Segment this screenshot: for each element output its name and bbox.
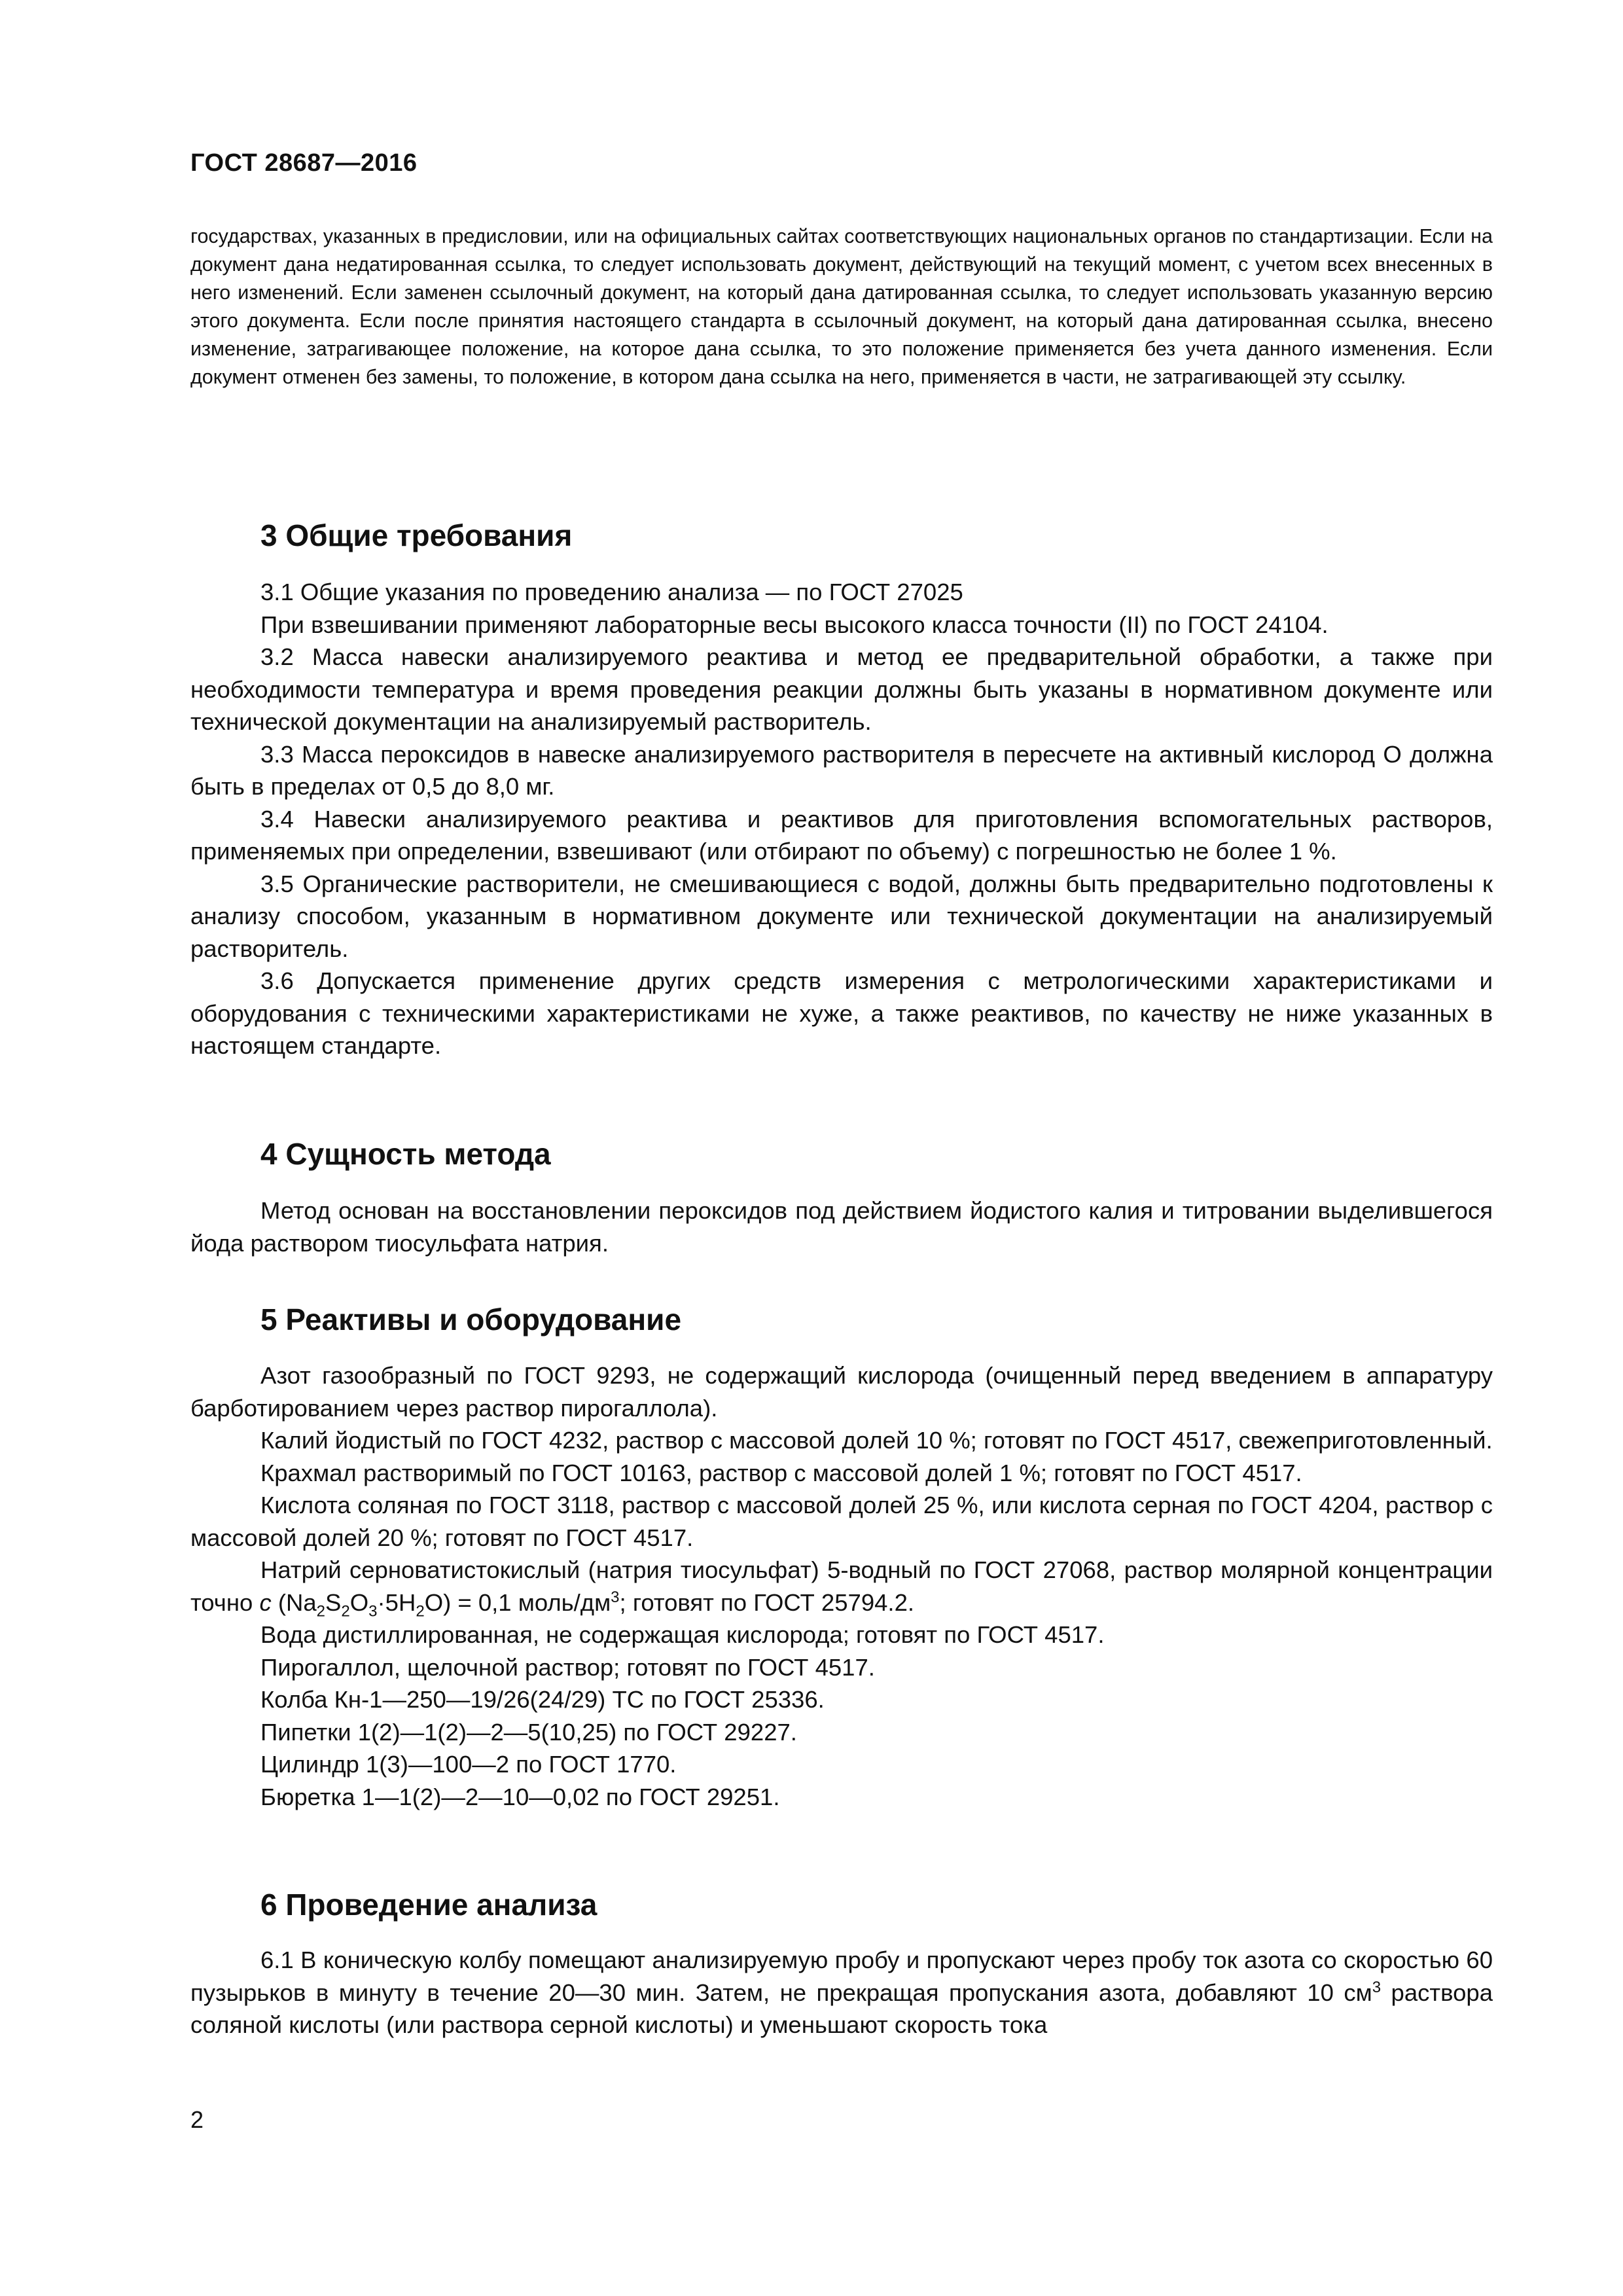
section-4-title: 4 Сущность метода [260, 1137, 551, 1171]
equipment-pipettes: Пипетки 1(2)—1(2)—2—5(10,25) по ГОСТ 29227. [260, 1718, 797, 1746]
paragraph-6-1: 6.1 В коническую колбу помещают анализируемую пробу и пропускают через пробу ток азота со скоростью 60 пузырьков в минуту в течение 20—30 мин. Затем, не прекращая пропускания азота, добавляют 10 $см^3$ раствора соляной кислоты (или раствора серной кислоты) и уменьшают скорость тока [190, 1946, 1493, 2038]
page-number: 2 [190, 2106, 204, 2133]
section-3-body [190, 576, 1493, 1062]
document-header: ГОСТ 28687—2016 [190, 149, 418, 177]
reagent-acid: Кислота соляная по ГОСТ 3118, раствор с массовой долей 25 %, или кислота серная по ГОСТ 4204, раствор с массовой долей 20 %; готовят по ГОСТ 4517. [190, 1492, 1493, 1551]
equipment-burette: Бюретка 1—1(2)—2—10—0,02 по ГОСТ 29251. [260, 1783, 780, 1810]
paragraph-3-6: 3.6 Допускается применение других средств измерения с метрологическими характеристиками и оборудования с техническими характеристиками не хуже, а также реактивов, по качеству не ниже указанных в настоящем стандарте. [190, 967, 1493, 1059]
reagent-starch: Крахмал растворимый по ГОСТ 10163, раствор с массовой долей 1 %; готовят по ГОСТ 4517. [260, 1459, 1302, 1486]
paragraph-3-5: 3.5 Органические растворители, не смешивающиеся с водой, должны быть предварительно подготовлены к анализу способом, указанным в нормативном документе или технической документации на анализируемый растворитель. [190, 870, 1493, 962]
reagent-potassium-iodide: Калий йодистый по ГОСТ 4232, раствор с массовой долей 10 %; готовят по ГОСТ 4517, свежеприготовленный. [260, 1427, 1493, 1454]
paragraph-3-1: 3.1 Общие указания по проведению анализа — по ГОСТ 27025 [260, 579, 963, 605]
reagent-pyrogallol: Пирогаллол, щелочной раствор; готовят по ГОСТ 4517. [260, 1653, 875, 1681]
section-4-body [190, 1194, 1493, 1259]
reagent-thiosulfate: Натрий серноватистокислый (натрия тиосульфат) 5-водный по ГОСТ 27068, раствор молярной концентрации точно c $(Na_2S_2O_3\cdot 5H_2O) = 0,1$ моль/$дм^3$; готовят по ГОСТ 25794.2. [190, 1556, 1493, 1620]
section-5-title: 5 Реактивы и оборудование [260, 1302, 682, 1336]
section-6-title: 6 Проведение анализа [260, 1888, 597, 1922]
paragraph-3-2: 3.2 Масса навески анализируемого реактива и метод ее предварительной обработки, а также при необходимости температура и время проведения реакции должны быть указаны в нормативном документе или технической документации на анализируемый растворитель. [190, 643, 1493, 735]
intro-paragraph: государствах, указанных в предисловии, или на официальных сайтах соответствующих национальных органов по стандартизации. Если на документ дана недатированная ссылка, то следует использовать документ, действующий на текущий момент, с учетом всех внесенных в него изменений. Если заменен ссылочный документ, на который дана датированная ссылка, то следует использовать указанную версию этого документа. Если после принятия настоящего стандарта в ссылочный документ, на который дана датированная ссылка, внесено изменение, затрагивающее положение, на которое дана ссылка, то это положение применяется без учета данного изменения. Если документ отменен без замены, то положение, в котором дана ссылка на него, применяется в части, не затрагивающей эту ссылку. [190, 225, 1493, 388]
paragraph-3-1-weighing: При взвешивании применяют лабораторные весы высокого класса точности (II) по ГОСТ 24104. [260, 611, 1329, 638]
paragraph-3-4: 3.4 Навески анализируемого реактива и реактивов для приготовления вспомогательных растворов, применяемых при определении, взвешивают (или отбирают по объему) с погрешностью не более 1 %. [190, 805, 1493, 865]
section-6-body [190, 1944, 1493, 2041]
equipment-flask: Колба Кн-1—250—19/26(24/29) ТС по ГОСТ 25336. [260, 1686, 825, 1713]
equipment-cylinder: Цилиндр 1(3)—100—2 по ГОСТ 1770. [260, 1751, 677, 1778]
section-3-title: 3 Общие требования [260, 518, 573, 552]
section-5-body [190, 1359, 1493, 1813]
paragraph-4-method: Метод основан на восстановлении пероксидов под действием йодистого калия и титровании выделившегося йода раствором тиосульфата натрия. [190, 1197, 1493, 1257]
reagent-nitrogen: Азот газообразный по ГОСТ 9293, не содержащий кислорода (очищенный перед введением в аппаратуру барботированием через раствор пирогаллола). [190, 1362, 1493, 1422]
reagent-water: Вода дистиллированная, не содержащая кислорода; готовят по ГОСТ 4517. [260, 1621, 1105, 1648]
paragraph-3-3: 3.3 Масса пероксидов в навеске анализируемого растворителя в пересчете на активный кислород O должна быть в пределах от 0,5 до 8,0 мг. [190, 740, 1493, 800]
